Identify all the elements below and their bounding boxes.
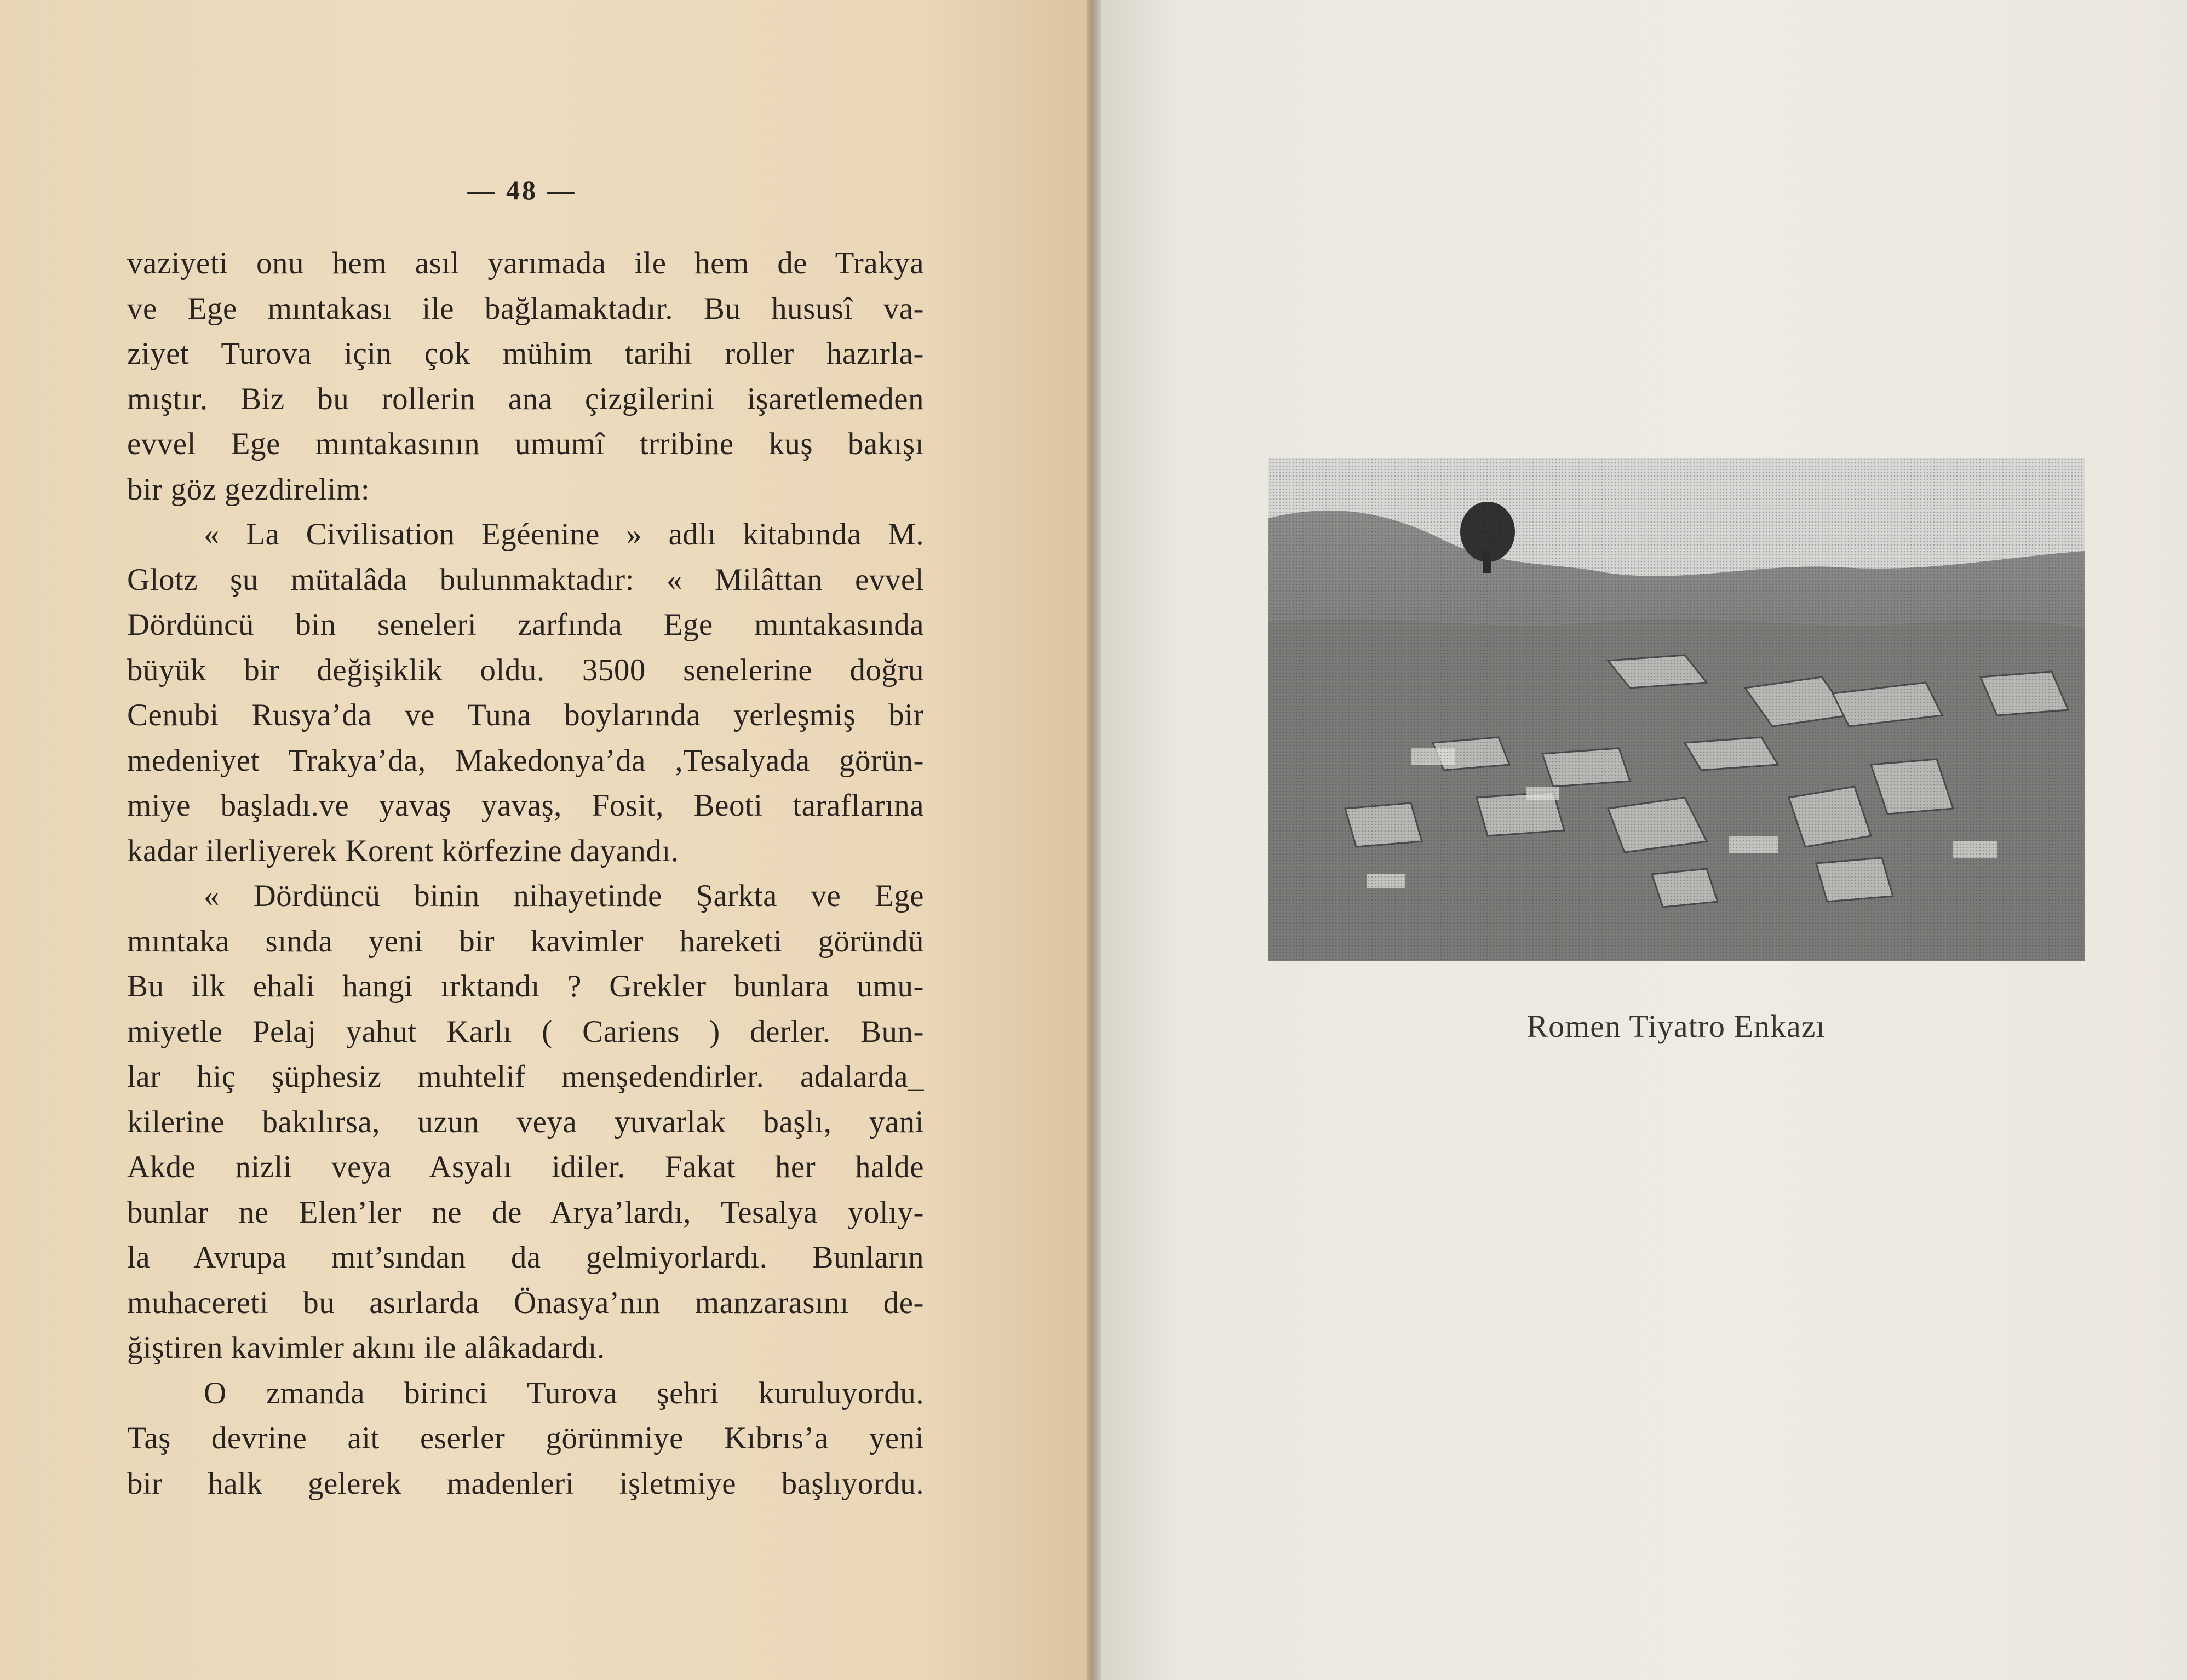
- text-line: Glotz şu mütalâda bulunmaktadır: « Milâttan evvel: [127, 562, 924, 597]
- right-page: [1093, 0, 2187, 1680]
- body-text: [127, 241, 924, 1506]
- text-line: O zmanda birinci Turova şehri kuruluyordu.: [204, 1375, 924, 1410]
- text-line: kadar ilerliyerek Korent körfezine dayandı.: [127, 833, 679, 868]
- ruins-photo: [1268, 458, 2085, 961]
- text-line: miyetle Pelaj yahut Karlı ( Cariens ) derler. Bun-: [127, 1014, 924, 1049]
- page-number: — 48 —: [467, 175, 577, 205]
- text-line: bunlar ne Elen’ler ne de Arya’lardı, Tesalya yolıy-: [127, 1195, 924, 1230]
- text-line: « La Civilisation Egéenine » adlı kitabında M.: [204, 517, 924, 552]
- text-line: vaziyeti onu hem asıl yarımada ile hem de Trakya: [127, 246, 924, 280]
- ruins-photo-image: [1268, 458, 2085, 961]
- text-line: mıştır. Biz bu rollerin ana çizgilerini işaretlemeden: [127, 381, 924, 416]
- text-line: Dördüncü bin seneleri zarfında Ege mıntakasında: [127, 607, 924, 642]
- text-line: ğiştiren kavimler akını ile alâkadardı.: [127, 1331, 605, 1365]
- text-line: bir halk gelerek madenleri işletmiye başlıyordu.: [127, 1466, 924, 1501]
- book-gutter: [1087, 0, 1101, 1680]
- text-line: ziyet Turova için çok mühim tarihi roller hazırla-: [127, 336, 924, 371]
- text-line: miye başladı.ve yavaş yavaş, Fosit, Beoti taraflarına: [127, 788, 924, 823]
- text-line: bir göz gezdirelim:: [127, 472, 370, 507]
- text-line: medeniyet Trakya’da, Makedonya’da ,Tesalyada görün-: [127, 743, 924, 778]
- text-line: la Avrupa mıt’sından da gelmiyorlardı. Bunların: [127, 1240, 924, 1275]
- text-line: mıntaka sında yeni bir kavimler hareketi göründü: [127, 924, 924, 959]
- text-line: « Dördüncü binin nihayetinde Şarkta ve Ege: [204, 879, 924, 913]
- text-line: Taş devrine ait eserler görünmiye Kıbrıs’a yeni: [127, 1421, 924, 1455]
- text-line: Bu ilk ehali hangi ırktandı ? Grekler bunlara umu-: [127, 969, 924, 1004]
- text-line: evvel Ege mıntakasının umumî trribine kuş bakışı: [127, 427, 924, 461]
- text-line: ve Ege mıntakası ile bağlamaktadır. Bu hususî va-: [127, 291, 924, 326]
- text-line: Akde nizli veya Asyalı idiler. Fakat her halde: [127, 1150, 924, 1184]
- photo-caption: Romen Tiyatro Enkazı: [1526, 1008, 1826, 1044]
- left-page: [0, 0, 1093, 1680]
- text-line: büyük bir değişiklik oldu. 3500 senelerine doğru: [127, 652, 924, 687]
- text-line: Cenubi Rusya’da ve Tuna boylarında yerleşmiş bir: [127, 698, 924, 732]
- text-line: muhacereti bu asırlarda Önasya’nın manzarasını de-: [127, 1285, 924, 1320]
- text-line: lar hiç şüphesiz muhtelif menşedendirler. adalarda_: [127, 1059, 924, 1094]
- text-line: kilerine bakılırsa, uzun veya yuvarlak başlı, yani: [127, 1104, 924, 1139]
